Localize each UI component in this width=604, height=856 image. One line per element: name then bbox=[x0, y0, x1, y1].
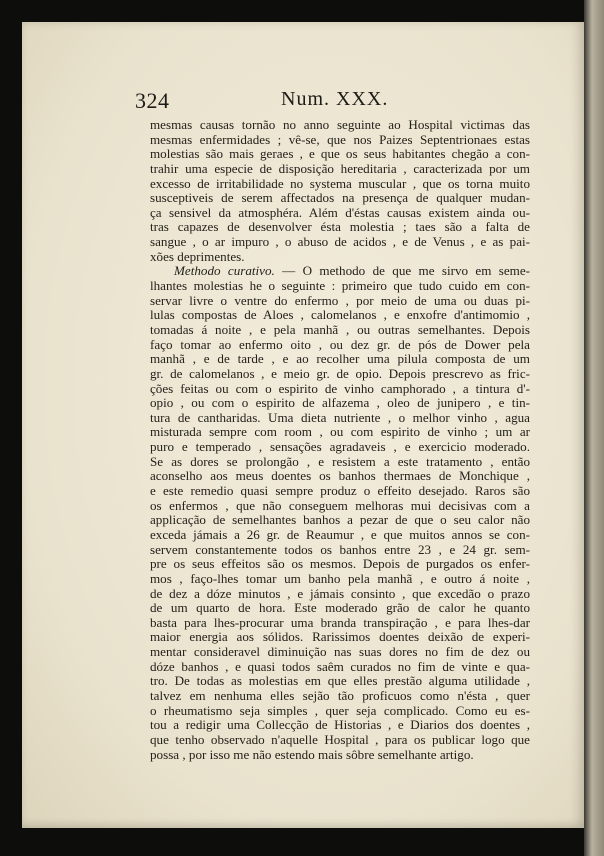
section-heading: Methodo curativo. bbox=[174, 263, 275, 279]
text-line: lulas compostas de Aloes , calomelanos , e enxofre d'antimomio , bbox=[150, 307, 530, 323]
text-line: tura de cantharidas. Uma dieta nutriente , o melhor vinho , agua bbox=[150, 409, 530, 425]
body-text bbox=[150, 118, 530, 762]
text-line: exceda jámais a 26 gr. de Reaumur , e que muitos annos se con- bbox=[150, 526, 530, 542]
text-line: excesso de irritabilidade no systema muscular , que os torna muito bbox=[150, 175, 530, 191]
text-line: aconselho aos meus doentes os banhos thermaes de Monchique , bbox=[150, 468, 530, 484]
text-line: tro. De todas as molestias em que elles prestão alguma utilidade , bbox=[150, 673, 530, 689]
text-line: de um quarto de hora. Este moderado grão de calor he quanto bbox=[150, 600, 530, 616]
text-line: applicação de semelhantes banhos a pezar de que o seu calor não bbox=[150, 512, 530, 528]
text-line: de dez a dóze minutos , e jámais consinto , que excedão o prazo bbox=[150, 585, 530, 601]
text-line: gr. de calomelanos , e meio gr. de opio. Depois prescrevo as fric- bbox=[150, 365, 530, 381]
text-line: misturada sempre com room , ou com espirito de vinho ; um ar bbox=[150, 424, 530, 440]
text-line: ça sensivel da atmosphéra. Além d'éstas causas existem ainda ou- bbox=[150, 204, 530, 220]
text-line: puro e temperado , sensações agradaveis , e exercicio moderado. bbox=[150, 439, 530, 455]
text-line: servar livre o ventre do enfermo , por meio de uma ou duas pi- bbox=[150, 292, 530, 308]
text-line: sangue , o ar impuro , o abuso de acidos , e de Venus , e as pai- bbox=[150, 234, 530, 250]
page-edge bbox=[584, 0, 604, 856]
text-line: e este remedio quasi sempre produz o effeito desejado. Raros são bbox=[150, 483, 530, 499]
text-line: ções feitas ou com o espirito de vinho camphorado , a tintura d'- bbox=[150, 380, 530, 396]
text-line: mos , faço-lhes tomar um banho pela manhã , e outro á noite , bbox=[150, 570, 530, 586]
text-line-rest: — O methodo de que me sirvo em seme- bbox=[274, 263, 530, 279]
paragraph bbox=[150, 264, 530, 762]
text-line: dóze banhos , e quasi todos saêm curados no fim de vinte e qua- bbox=[150, 658, 530, 674]
text-line: maior energia aos sólidos. Rarissimos doentes deixão de experi- bbox=[150, 629, 530, 645]
text-line: tomadas á noite , e pela manhã , ou outras semelhantes. Depois bbox=[150, 321, 530, 337]
text-line: tras capazes de desenvolver ésta molestia ; taes são a falta de bbox=[150, 219, 530, 235]
text-line: tou a redigir uma Collecção de Historias , e Diarios dos doentes , bbox=[150, 717, 530, 733]
text-line: talvez em nenhuma elles sejão tão proficuos como n'ésta , quer bbox=[150, 687, 530, 703]
text-line: que tenho observado n'aquelle Hospital , para os publicar logo que bbox=[150, 731, 530, 747]
page-number: 324 bbox=[135, 88, 170, 113]
text-line: xões deprimentes. bbox=[150, 248, 245, 264]
text-line: trahir uma especie de disposição hereditaria , caracterizada por um bbox=[150, 160, 530, 176]
running-title: Num. XXX. bbox=[281, 88, 389, 110]
text-line: mesmas causas tornão no anno seguinte ao Hospital victimas das bbox=[150, 117, 530, 132]
text-line: lhantes molestias he o seguinte : primeiro que tudo cuido em con- bbox=[150, 278, 530, 294]
text-line: opio , ou com o espirito de alfazema , oleo de junipero , e tin- bbox=[150, 395, 530, 411]
text-line: pre os seus effeitos são os mesmos. Depois de purgados os enfer- bbox=[150, 556, 530, 572]
text-line: faço tomar ao enfermo oito , ou dez gr. de pós de Dower pela bbox=[150, 336, 530, 352]
text-line: possa , por isso me não estendo mais sôbre semelhante artigo. bbox=[150, 746, 474, 762]
text-line: os enfermos , que não conseguem melhoras mui decisivas com a bbox=[150, 497, 530, 513]
text-line: mesmas enfermidades ; vê-se, que nos Paizes Septentrionaes estas bbox=[150, 131, 530, 147]
text-line: manhã , e de tarde , e ao recolher uma pilula composta de um bbox=[150, 351, 530, 367]
text-line: o rheumatismo seja simples , quer seja complicado. Como eu es- bbox=[150, 702, 530, 718]
text-line: servem constantemente todos os banhos entre 23 , e 24 gr. sem- bbox=[150, 541, 530, 557]
paragraph bbox=[150, 118, 530, 264]
text-line: Se as dores se prolongão , e resistem a este tratamento , então bbox=[150, 453, 530, 469]
text-line: susceptiveis de serem affectados na presença de qualquer mudan- bbox=[150, 190, 530, 206]
text-line: molestias são mais geraes , e que os seus habitantes chegão a con- bbox=[150, 146, 530, 162]
text-line: basta para lhes-procurar uma branda transpiração , e para lhes-dar bbox=[150, 614, 530, 630]
text-line bbox=[150, 264, 530, 279]
text-line: mentar consideravel diminuição nas suas dores no fim de dez ou bbox=[150, 644, 530, 660]
